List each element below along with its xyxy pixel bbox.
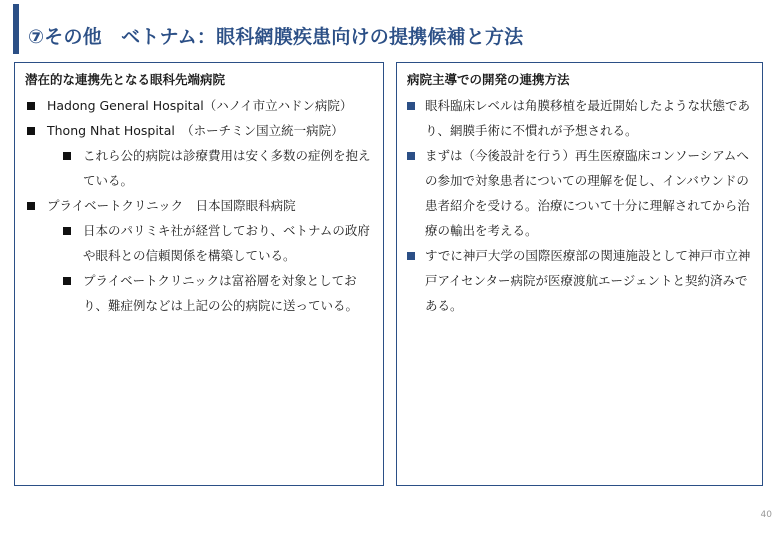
list-item-text: すでに神戸大学の国際医療部の関連施設として神戸市立神戸アイセンター病院が医療渡航エージェントと契約済みである。 — [425, 248, 751, 313]
list-item-text: プライベートクリニック 日本国際眼科病院 — [47, 198, 296, 213]
list-item — [25, 93, 373, 118]
list-item — [25, 118, 373, 143]
list-item-text: まずは（今後設計を行う）再生医療臨床コンソーシアムへの参加で対象患者についての理解を促し、インバウンドの患者紹介を受ける。治療について十分に理解されてから治療の輸出を考える。 — [425, 148, 750, 238]
left-panel — [14, 62, 384, 486]
list-item-text: Hadong General Hospital（ハノイ市立ハドン病院） — [47, 98, 353, 113]
square-bullet-icon — [407, 252, 415, 260]
right-panel-heading: 病院主導での開発の連携方法 — [407, 72, 570, 87]
square-bullet-icon — [63, 277, 71, 285]
square-bullet-icon — [27, 127, 35, 135]
list-item-text: 眼科臨床レベルは角膜移植を最近開始したような状態であり、網膜手術に不慣れが予想される。 — [425, 98, 751, 138]
square-bullet-icon — [27, 202, 35, 210]
list-item-text: プライベートクリニックは富裕層を対象としており、難症例などは上記の公的病院に送っている。 — [83, 273, 359, 313]
list-item — [25, 193, 373, 218]
right-panel-list — [407, 93, 752, 318]
list-item — [25, 268, 373, 318]
list-item — [25, 143, 373, 193]
square-bullet-icon — [407, 152, 415, 160]
list-item-text: Thong Nhat Hospital （ホーチミン国立統一病院） — [47, 123, 344, 138]
page-title: ⑦その他 ベトナム：眼科網膜疾患向けの提携候補と方法 — [28, 26, 524, 48]
right-panel — [396, 62, 763, 486]
square-bullet-icon — [63, 152, 71, 160]
page-number: 40 — [760, 510, 772, 520]
list-item — [407, 93, 752, 143]
list-item-text: 日本のパリミキ社が経営しており、ベトナムの政府や眼科との信頼関係を構築している。 — [83, 223, 370, 263]
list-item — [25, 218, 373, 268]
square-bullet-icon — [63, 227, 71, 235]
list-item — [407, 243, 752, 318]
title-accent-bar — [13, 4, 19, 54]
list-item — [407, 143, 752, 243]
left-panel-list — [25, 93, 373, 318]
left-panel-heading: 潜在的な連携先となる眼科先端病院 — [25, 72, 226, 87]
square-bullet-icon — [407, 102, 415, 110]
square-bullet-icon — [27, 102, 35, 110]
list-item-text: これら公的病院は診療費用は安く多数の症例を抱えている。 — [83, 148, 371, 188]
